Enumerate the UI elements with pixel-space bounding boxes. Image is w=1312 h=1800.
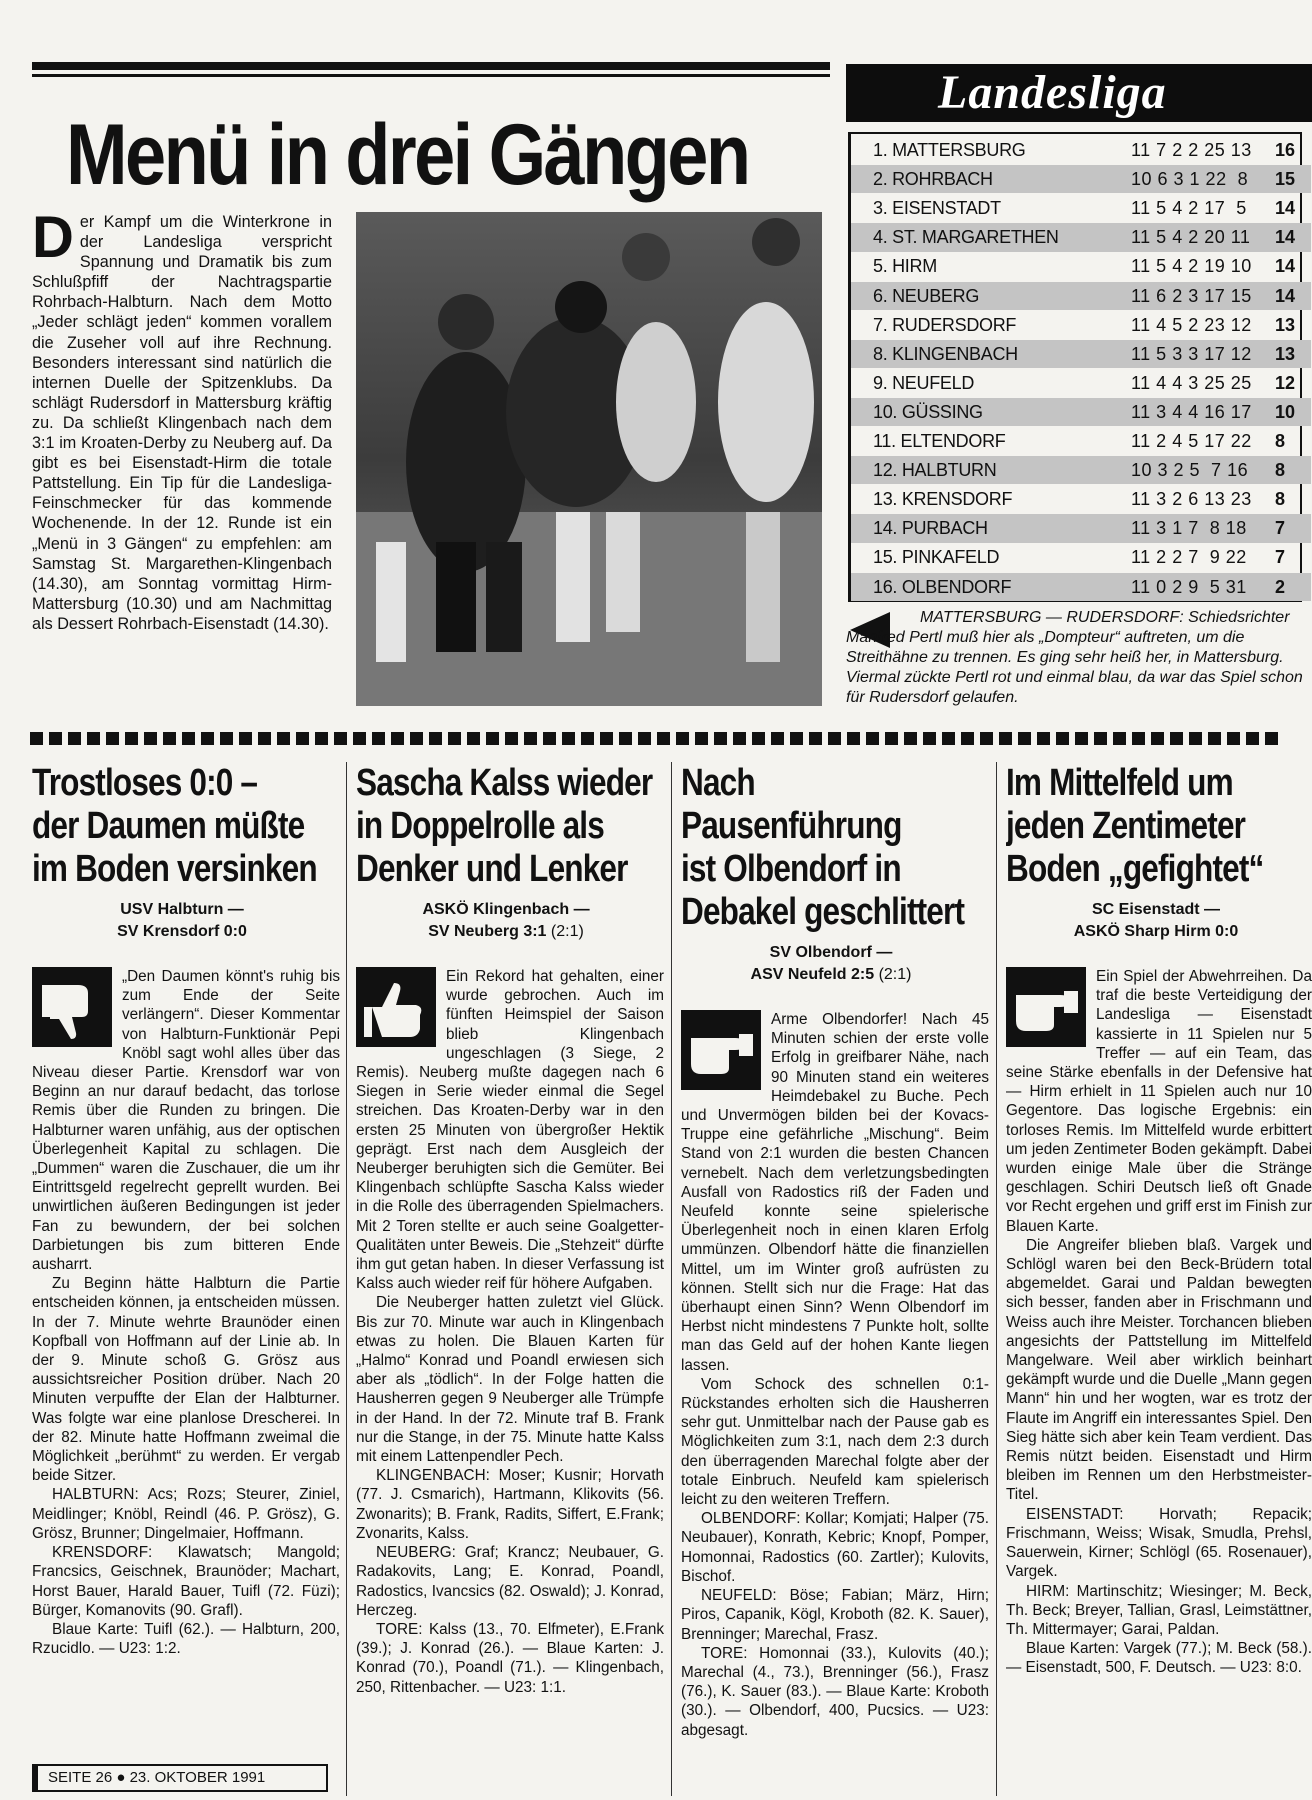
- team-points: 14: [1275, 285, 1296, 306]
- team-name: 11. ELTENDORF: [873, 431, 1006, 451]
- article-title: Nach Pausenführung ist Olbendorf in Debakel geschlittert: [681, 762, 965, 933]
- divider-square: [201, 732, 214, 745]
- table-row: [851, 252, 1311, 280]
- table-row: [851, 514, 1311, 542]
- divider-square: [809, 732, 822, 745]
- divider-square: [163, 732, 176, 745]
- paragraph: Ein Spiel der Abwehrreihen. Da traf die beste Verteidigung der Landesliga — Eisenstadt kassierte in 11 Spielen nur 5 Treffer — auf ein Team, das seine Stärke ebenfalls in der Defensive hat — Hirm erhielt in 11 Spielen auch nur 10 Gegentore. Das logische Ergebnis: ein torloses Remis. Im Mittelfeld wurde erbittert um jeden Zentimeter Boden gekämpft. Dabei wurden einige Male über die Stränge geschlagen. Schiri Deutsch ließ oft Gnade vor Recht ergehen und griff erst im Finish zur Blauen Karte.: [1006, 968, 1312, 1235]
- lineup-paragraph: HALBTURN: Acs; Rozs; Steurer, Ziniel, Meidlinger; Knöbl, Reindl (46. P. Grösz), G. Grösz, Brunner; Dingelmaier, Hoffmann.: [32, 1486, 340, 1542]
- thumbs-sideways-icon: [681, 1010, 761, 1090]
- divider-square: [334, 732, 347, 745]
- divider-square: [524, 732, 537, 745]
- divider-square: [600, 732, 613, 745]
- divider-square: [1094, 732, 1107, 745]
- divider-square: [239, 732, 252, 745]
- divider-square: [543, 732, 556, 745]
- article-body: [32, 967, 340, 1658]
- team-name: 8. KLINGENBACH: [873, 343, 1018, 364]
- divider-square: [220, 732, 233, 745]
- divider-square: [1075, 732, 1088, 745]
- lineup-paragraph: NEUBERG: Graf; Krancz; Neubauer, G. Radakovits, Lang; E. Konrad, Poandl, Radostics, Ivancsics (82. Oswald); J. Konrad, Herczeg.: [356, 1544, 664, 1619]
- team-stats: 11 4 5 2 23 12: [1131, 314, 1252, 335]
- divider-square: [277, 732, 290, 745]
- team-points: 13: [1275, 314, 1296, 335]
- team-stats: 11 3 2 6 13 23: [1131, 489, 1252, 510]
- divider-square: [1227, 732, 1240, 745]
- team-name: 12. HALBTURN: [873, 460, 997, 481]
- lineup-paragraph: NEUFELD: Böse; Fabian; März, Hirn; Piros, Capanik, Kögl, Kroboth (82. K. Sauer), Brenninger; Marechal, Frasz.: [681, 1587, 989, 1643]
- caption-text: MATTERSBURG — RUDERSDORF: Schiedsrichter Manfred Pertl muß hier als „Dompteur“ auftreten, um die Streithähne zu trennen. Es ging sehr heiß her, in Mattersburg. Viermal zückte Pertl rot und einmal blau, da war das Spiel schon für Rudersdorf gelaufen.: [846, 609, 1303, 706]
- divider-square: [695, 732, 708, 745]
- divider-square: [885, 732, 898, 745]
- divider-square: [619, 732, 632, 745]
- divider-square: [315, 732, 328, 745]
- divider-square: [410, 732, 423, 745]
- team-name: 2. ROHRBACH: [873, 169, 993, 190]
- article-title: Trostloses 0:0 – der Daumen müßte im Boden versinken: [32, 762, 317, 890]
- match-halftime: (2:1): [874, 966, 912, 983]
- lineup-paragraph: HIRM: Martinschitz; Wiesinger; M. Beck, Th. Beck; Breyer, Tallian, Grasl, Leimstättner, Th. Mittermayer; Garai, Paldan.: [1006, 1582, 1312, 1638]
- team-points: 8: [1275, 431, 1286, 451]
- article-match: [681, 942, 981, 986]
- table-row: [851, 165, 1311, 193]
- match-photo: [356, 212, 822, 706]
- team-stats: 11 5 4 2 19 10: [1131, 256, 1252, 277]
- table-row: [851, 485, 1311, 513]
- divider-square: [30, 732, 43, 745]
- column-rule: [346, 762, 347, 1796]
- divider-square: [1056, 732, 1069, 745]
- players-photo-illustration: [356, 212, 822, 706]
- square-divider: [30, 732, 1312, 746]
- team-name: 1. MATTERSBURG: [873, 140, 1026, 160]
- team-stats: 11 5 4 2 20 11: [1131, 227, 1251, 248]
- lead-text: er Kampf um die Winterkrone in der Landesliga verspricht Spannung und Dramatik bis zum Schlußpfiff der Nachtragspartie Rohrbach-Halbturn. Nach dem Motto „Jeder schlägt jeden“ kommen vorallem die Zuseher voll auf ihre Rechnung. Besonders interessant sind natürlich die internen Duelle der Spitzenklubs. Da schlägt Rudersdorf in Mattersburg kräftig zu. Da schließt Klingenbach nach dem 3:1 im Kroaten-Derby zu Neuberg auf. Da gibt es bei Eisenstadt-Hirm die totale Pattstellung. Ein Tip für die Landesliga-Feinschmecker für das kommende Wochenende. In der 12. Runde ist ein „Menü in 3 Gängen“ zu empfehlen: am Samstag St. Margarethen-Klingenbach (14.30), am Sonntag vormittag Hirm-Mattersburg (10.30) und am Nachmittag als Dessert Rohrbach-Eisenstadt (14.30).: [32, 213, 332, 633]
- divider-square: [372, 732, 385, 745]
- divider-square: [847, 732, 860, 745]
- paragraph: Die Angreifer blieben blaß. Vargek und Schlögl waren bei den Beck-Brüdern total abgemeldet. Garai und Paldan bewegten sich besser, fanden aber in Frischmann und Weiss auch ihre Meister. Torchancen blieben angesichts der Pattstellung im Mittelfeld Mangelware. Weil aber wirklich beinhart gekämpft wurde und die Duelle „Mann gegen Mann“ hin und her wogten, war es trotz der Flaute im Angriff ein interessantes Spiel. Den Sieg hätte sich aber kein Team verdient. Das Remis nützt beiden. Eisenstadt und Hirm bleiben im Rennen um den Herbstmeister-Titel.: [1006, 1236, 1312, 1504]
- team-points: 7: [1275, 547, 1286, 568]
- table-row: [851, 573, 1311, 601]
- thumbs-up-icon: [356, 967, 436, 1047]
- match-line-2: [32, 921, 332, 943]
- divider-square: [125, 732, 138, 745]
- match-result: SV Krensdorf 0:0: [117, 923, 247, 940]
- team-stats: 11 5 3 3 17 12: [1131, 343, 1252, 364]
- team-stats: 11 2 2 7 9 22: [1131, 547, 1247, 568]
- drop-cap: D: [32, 205, 74, 270]
- team-points: 8: [1275, 460, 1286, 481]
- match-line-2: [356, 921, 656, 943]
- article-body: [681, 1010, 989, 1740]
- top-rule-thin: [32, 74, 830, 77]
- divider-square: [714, 732, 727, 745]
- match-result: ASV Neufeld 2:5: [750, 966, 875, 983]
- summary-paragraph: Blaue Karte: Tuifl (62.). — Halbturn, 200, Rzucidlo. — U23: 1:2.: [32, 1620, 340, 1658]
- lineup-paragraph: EISENSTADT: Horvath; Repacik; Frischmann, Weiss; Wisak, Smudla, Prehsl, Sauerwein, Kirner; Schlögl (65. Rosenauer), Vargek.: [1006, 1505, 1312, 1581]
- column-rule: [996, 762, 997, 1796]
- team-name: 14. PURBACH: [873, 518, 988, 539]
- divider-square: [296, 732, 309, 745]
- team-stats: 11 3 1 7 8 18: [1131, 518, 1247, 539]
- divider-square: [923, 732, 936, 745]
- match-line-1: SC Eisenstadt —: [1091, 901, 1221, 918]
- team-stats: 11 6 2 3 17 15: [1131, 285, 1252, 306]
- divider-square: [505, 732, 518, 745]
- divider-square: [1151, 732, 1164, 745]
- table-row: [851, 398, 1311, 426]
- article-match: [32, 899, 332, 943]
- table-row: [851, 194, 1311, 222]
- team-stats: 11 3 4 4 16 17: [1131, 401, 1252, 422]
- article-body: [356, 967, 664, 1697]
- team-points: 7: [1275, 518, 1286, 539]
- team-points: 14: [1275, 256, 1296, 277]
- landesliga-table: [848, 132, 1302, 602]
- lineup-paragraph: KLINGENBACH: Moser; Kusnir; Horvath (77. J. Csmarich), Hartmann, Klikovits (56. Zwonarits); B. Frank, Radits, Siffert, E.Frank; Zvonarits, Kalss.: [356, 1467, 664, 1542]
- divider-square: [942, 732, 955, 745]
- divider-square: [980, 732, 993, 745]
- article-klingenbach: [356, 762, 664, 1697]
- divider-square: [182, 732, 195, 745]
- match-result: SV Neuberg 3:1: [428, 923, 547, 940]
- paragraph: Zu Beginn hätte Halbturn die Partie entscheiden können, ja entscheiden müssen. In der 7. Minute wehrte Braunöder einen Kopfball von Hoffmann auf der Linie ab. In der 9. Minute schoß G. Grösz aus aussichtsreicher Position drüber. Nach 20 Minuten verpuffte der Elan der Halbturner. Was folgte war eine planlose Drescherei. In der 82. Minute hatte Hoffmann zweimal die Möglichkeit „berühmt“ zu werden. Er vergab beide Sitzer.: [32, 1275, 340, 1485]
- divider-square: [1265, 732, 1278, 745]
- divider-square: [49, 732, 62, 745]
- team-stats: 11 5 4 2 17 5: [1131, 198, 1247, 219]
- article-match: [1006, 899, 1306, 943]
- divider-square: [68, 732, 81, 745]
- page-headline: Menü in drei Gängen: [66, 107, 749, 203]
- match-halftime: (2:1): [546, 923, 584, 940]
- divider-square: [1113, 732, 1126, 745]
- article-halbturn: [32, 762, 340, 1658]
- match-line-2: [681, 964, 981, 986]
- divider-square: [790, 732, 803, 745]
- divider-square: [144, 732, 157, 745]
- summary-paragraph: TORE: Kalss (13., 70. Elfmeter), E.Frank (39.); J. Konrad (26.). — Blaue Karten: J. Konrad (70.), Poandl (71.). — Klingenbach, 250, Rittenbacher. — U23: 1:1.: [356, 1620, 664, 1696]
- team-points: 2: [1275, 576, 1286, 597]
- team-points: 8: [1275, 489, 1286, 510]
- divider-square: [429, 732, 442, 745]
- page-footer: SEITE 26 ● 23. OKTOBER 1991: [32, 1764, 328, 1792]
- divider-square: [486, 732, 499, 745]
- divider-square: [467, 732, 480, 745]
- paragraph: „Den Daumen könnt's ruhig bis zum Ende der Seite verlängern“. Dieser Kommentar von Halbturn-Funktionär Pepi Knöbl sagt wohl alles über das Niveau dieser Partie. Krensdorf war von Beginn an nur darauf bedacht, das torlose Remis über die Runden zu bringen. Die Halbturner waren unfähig, aus der optischen Überlegenheit Kapital zu schlagen. Die „Dummen“ waren die Zuschauer, die um ihr Eintrittsgeld regelrecht geprellt wurden. Bei unwirtlichen äußeren Bedingungen ist jeder Fan zu bewundern, der bei solchen Darbietungen bis zum bitteren Ende ausharrt.: [32, 968, 340, 1274]
- divider-square: [771, 732, 784, 745]
- article-title: Sascha Kalss wieder in Doppelrolle als Denker und Lenker: [356, 762, 653, 890]
- table-row: [851, 223, 1311, 251]
- table-row: [851, 427, 1311, 455]
- divider-square: [1170, 732, 1183, 745]
- photo-caption: [846, 608, 1312, 708]
- team-points: 14: [1275, 227, 1296, 248]
- article-olbendorf: [681, 762, 989, 1740]
- team-stats: 10 3 2 5 7 16: [1131, 460, 1249, 481]
- divider-square: [87, 732, 100, 745]
- article-eisenstadt: [1006, 762, 1312, 1798]
- team-points: 13: [1275, 343, 1296, 364]
- team-name: 7. RUDERSDORF: [873, 314, 1017, 335]
- summary-paragraph: TORE: Homonnai (33.), Kulovits (40.); Marechal (4., 73.), Brenninger (56.), Frasz (76.), K. Sauer (83.). — Blaue Karte: Kroboth (30.). — Olbendorf, 400, Pucsics. — U23: abgesagt.: [681, 1644, 989, 1739]
- divider-square: [1132, 732, 1145, 745]
- paragraph: Vom Schock des schnellen 0:1-Rückstandes erholten sich die Hausherren sehr gut. Unmittelbar nach der Pause gab es Möglichkeiten zum 3:1, nach dem 2:3 durch den überragenden Marechal folgte aber der totale Einbruch. Neufeld kam spielerisch leicht zu den weiteren Treffern.: [681, 1375, 989, 1509]
- team-name: 6. NEUBERG: [873, 285, 980, 306]
- table-row: [851, 369, 1311, 397]
- team-name: 5. HIRM: [873, 256, 937, 277]
- summary-paragraph: Blaue Karten: Vargek (77.); M. Beck (58.). — Eisenstadt, 500, F. Deutsch. — U23: 8:0.: [1006, 1640, 1312, 1677]
- divider-square: [657, 732, 670, 745]
- team-stats: 11 4 4 3 25 25: [1131, 372, 1252, 393]
- paragraph: Die Neuberger hatten zuletzt viel Glück. Bis zur 70. Minute war auch in Klingenbach etwas zu holen. Die Blauen Karten für „Halmo“ Konrad und Poandl erwiesen sich aber als „tödlich“. In der Folge hatten die Hausherren gegen 9 Neuberger alle Trümpfe in der Hand. In der 72. Minute traf B. Frank nur die Stange, in der 75. Minute hatte Kalss mit einem Lattenpendler Pech.: [356, 1294, 664, 1466]
- divider-square: [1037, 732, 1050, 745]
- paragraph: Arme Olbendorfer! Nach 45 Minuten schien der erste volle Erfolg in greifbarer Nähe, nach 90 Minuten stand ein weiteres Heimdebakel zu Buche. Pech und Unvermögen bilden bei der Kovacs-Truppe eine gefährliche „Mischung“. Beim Stand von 2:1 wurden die besten Chancen vernebelt. Nach dem verletzungsbedingten Ausfall von Radostics riß der Faden und Neufeld konnte seine spielerische Überlegenheit noch in einen klaren Erfolg ummünzen. Olbendorf hätte die finanziellen Mittel, um im Winter groß aufrüsten zu können. Stellt sich nur die Frage: Hat das überhaupt einen Sinn? Wenn Olbendorf im Herbst nicht mindestens 7 Punkte holt, sollte man das Geld auf der hohen Kante liegen lassen.: [681, 1011, 989, 1374]
- table-row: [851, 340, 1311, 368]
- team-name: 9. NEUFELD: [873, 372, 975, 393]
- match-line-1: ASKÖ Klingenbach —: [422, 901, 590, 918]
- lineup-paragraph: OLBENDORF: Kollar; Komjati; Halper (75. Neubauer), Konrath, Kebric; Knopf, Pomper, Homonnai, Radostics (60. Zartler); Kulovits, Bischof.: [681, 1510, 989, 1585]
- divider-square: [1208, 732, 1221, 745]
- divider-square: [752, 732, 765, 745]
- divider-square: [828, 732, 841, 745]
- divider-square: [733, 732, 746, 745]
- divider-square: [1246, 732, 1259, 745]
- column-rule: [671, 762, 672, 1796]
- match-line-1: USV Halbturn —: [120, 901, 244, 918]
- divider-square: [904, 732, 917, 745]
- team-name: 13. KRENSDORF: [873, 489, 1013, 510]
- thumbs-down-icon: [32, 967, 112, 1047]
- table-row: [851, 543, 1311, 571]
- team-points: 14: [1275, 198, 1296, 219]
- team-name: 3. EISENSTADT: [873, 198, 1001, 219]
- team-points: 10: [1275, 401, 1296, 422]
- match-line-2: [1006, 921, 1306, 943]
- table-row: [851, 456, 1311, 484]
- divider-square: [1018, 732, 1031, 745]
- table-row: [851, 282, 1311, 310]
- team-name: 15. PINKAFELD: [873, 547, 1000, 568]
- landesliga-header: Landesliga: [846, 64, 1312, 122]
- divider-square: [581, 732, 594, 745]
- thumbs-sideways-icon: [1006, 967, 1086, 1047]
- team-stats: 11 0 2 9 5 31: [1131, 576, 1247, 597]
- lead-paragraph: [32, 205, 332, 634]
- divider-square: [999, 732, 1012, 745]
- article-body: [1006, 967, 1312, 1678]
- team-points: 12: [1275, 372, 1296, 393]
- divider-square: [391, 732, 404, 745]
- divider-square: [448, 732, 461, 745]
- article-title: Im Mittelfeld um jeden Zentimeter Boden „gefightet“: [1006, 762, 1264, 890]
- divider-square: [676, 732, 689, 745]
- divider-square: [1189, 732, 1202, 745]
- divider-square: [961, 732, 974, 745]
- lineup-paragraph: KRENSDORF: Klawatsch; Mangold; Francsics, Geischnek, Braunöder; Machart, Horst Bauer, Harald Bauer, Tuifl (72. Füzi); Bürger, Komanovits (90. Grafl).: [32, 1544, 340, 1619]
- divider-square: [638, 732, 651, 745]
- team-name: 4. ST. MARGARETHEN: [873, 227, 1059, 248]
- divider-square: [353, 732, 366, 745]
- table-row: [851, 136, 1311, 164]
- team-stats: 11 2 4 5 17 22: [1131, 431, 1252, 451]
- top-rule-thick: [32, 62, 830, 70]
- team-points: 15: [1275, 169, 1296, 190]
- article-match: [356, 899, 656, 943]
- match-result: ASKÖ Sharp Hirm 0:0: [1073, 923, 1239, 940]
- team-stats: 11 7 2 2 25 13: [1131, 140, 1252, 160]
- table-row: [851, 311, 1311, 339]
- team-name: 16. OLBENDORF: [873, 576, 1012, 597]
- team-name: 10. GÜSSING: [873, 401, 983, 422]
- team-points: 16: [1275, 140, 1296, 160]
- divider-square: [106, 732, 119, 745]
- match-line-1: SV Olbendorf —: [769, 944, 893, 961]
- divider-square: [866, 732, 879, 745]
- divider-square: [258, 732, 271, 745]
- team-stats: 10 6 3 1 22 8: [1131, 169, 1249, 190]
- divider-square: [562, 732, 575, 745]
- paragraph: Ein Rekord hat gehalten, einer wurde gebrochen. Auch im fünften Heimspiel der Saison blieb Klingenbach ungeschlagen (3 Siege, 2 Remis). Neuberg mußte dagegen nach 6 Siegen in Serie wieder einmal die Segel streichen. Das Kroaten-Derby war in den ersten 25 Minuten von übergroßer Hektik geprägt. Erst nach dem Ausgleich der Neuberger beruhigten sich die Gemüter. Bei Klingenbach schlüpfte Sascha Kalss wieder in die Rolle des überragenden Spielmachers. Mit 2 Toren stellte er auch seine Goalgetter-Qualitäten unter Beweis. Die „Stehzeit“ dürfte ihm gut getan haben. In dieser Verfassung ist Kalss auch wieder reif für höhere Aufgaben.: [356, 968, 664, 1293]
